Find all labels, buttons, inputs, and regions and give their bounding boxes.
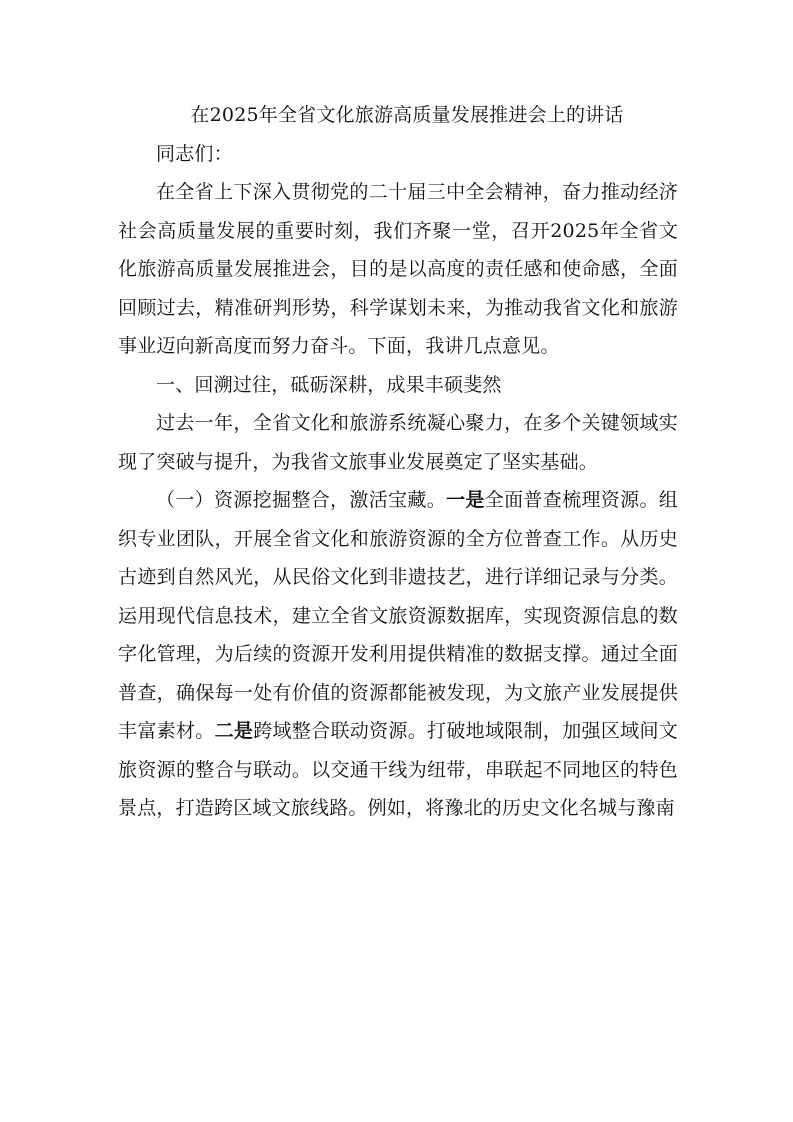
salutation: 同志们： [156,142,233,165]
document-title: 在2025年全省文化旅游高质量发展推进会上的讲话 [190,104,624,126]
section-1-intro-paragraph: 过去一年，全省文化和旅游系统凝心聚力，在多个关键领域实现了突破与提升，为我省文旅事业发展奠定了坚实基础。 [118,412,678,473]
document-body [118,96,678,828]
point-1-label: 一是 [446,489,485,511]
point-1-text: 全面普查梳理资源。组织专业团队，开展全省文化和旅游资源的全方位普查工作。从历史古迹到自然风光，从民俗文化到非遗技艺，进行详细记录与分类。运用现代信息技术，建立全省文旅资源数据库，实现资源信息的数字化管理，为后续的资源开发利用提供精准的数据支撑。通过全面普查，确保每一处有价值的资源都能被发现，为文旅产业发展提供丰富素材。 [118,489,678,742]
point-2-text: 跨域整合联动资源。打破地域限制，加强区域间文旅资源的整合与联动。以交通干线为纽带，串联起不同地区的特色景点，打造跨区域文旅线路。例如，将豫北的历史文化名城与豫南 [118,720,678,819]
point-2-label: 二是 [214,720,254,742]
section-heading-1: 一、回溯过往，砥砺深耕，成果丰硕斐然 [156,373,502,396]
intro-paragraph: 在全省上下深入贯彻党的二十届三中全会精神，奋力推动经济社会高质量发展的重要时刻，我们齐聚一堂，召开2025年全省文化旅游高质量发展推进会，目的是以高度的责任感和使命感，全面回顾过去，精准研判形势，科学谋划未来，为推动我省文化和旅游事业迈向新高度而努力奋斗。下面，我讲几点意见。 [118,181,678,357]
subsection-1-label: （一）资源挖掘整合，激活宝藏。 [156,489,447,511]
subsection-1-paragraph [118,481,678,828]
